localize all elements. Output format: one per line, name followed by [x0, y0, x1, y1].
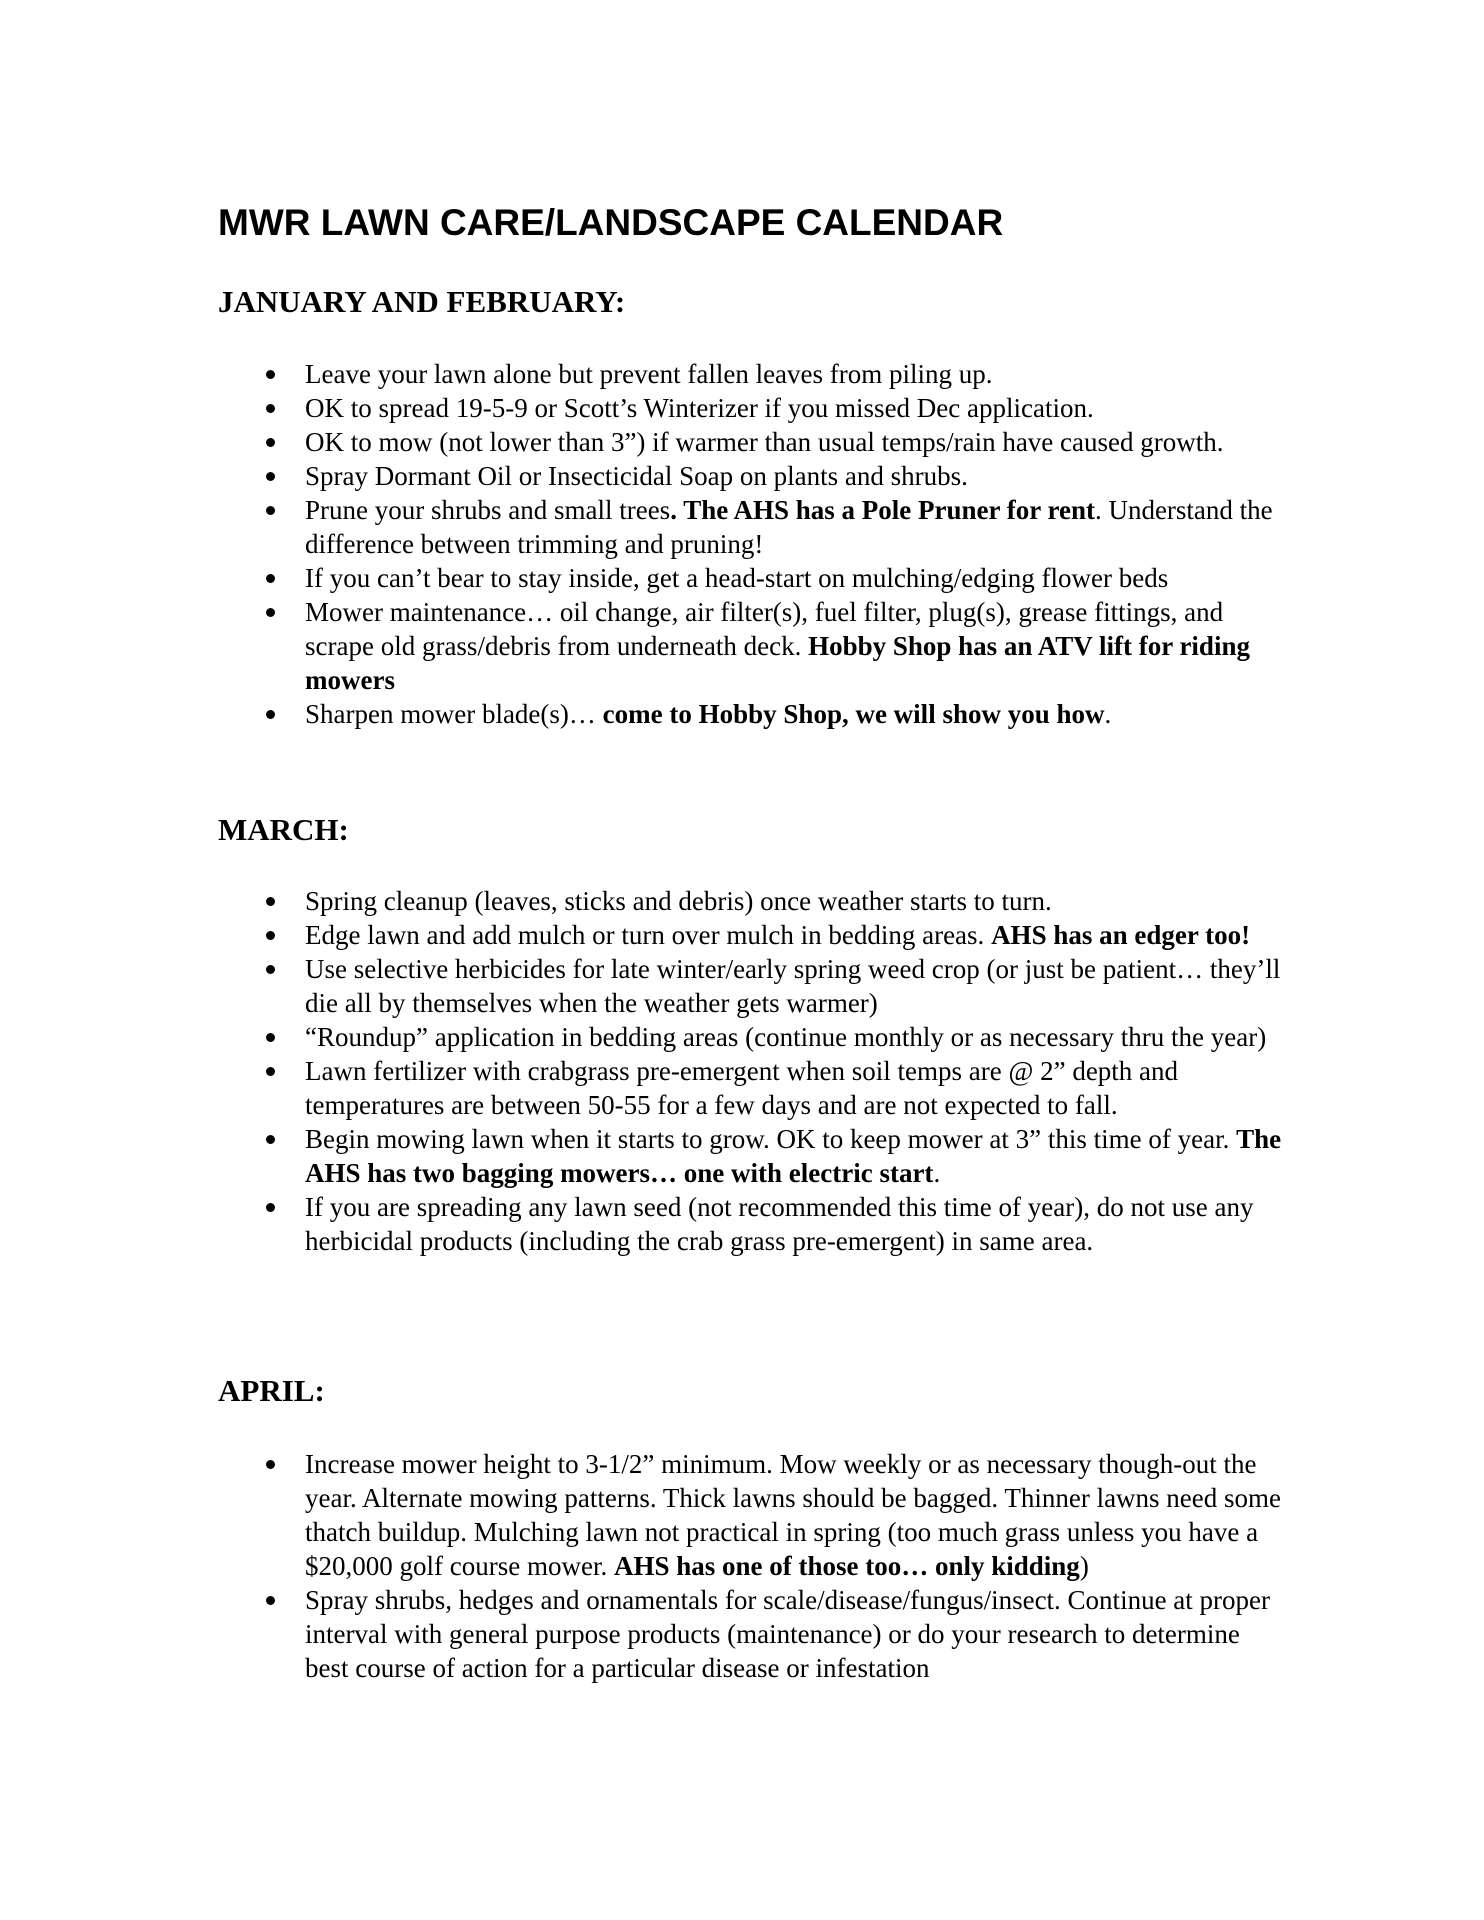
bullet-icon [266, 1033, 275, 1042]
list-item [218, 1447, 1288, 1583]
list-item [218, 425, 1288, 459]
bullet-list-march [218, 884, 1288, 1258]
bold-text-segment: The AHS has two bagging mowers… one with electric start [305, 1124, 1282, 1188]
section-heading-april: APRIL: [218, 1373, 325, 1408]
text-segment: Sharpen mower blade(s)… [305, 699, 603, 729]
section-heading-march: MARCH: [218, 812, 349, 847]
text-segment: Increase mower height to 3-1/2” minimum. Mow weekly or as necessary though-out the year. Alternate mowing patterns. Thick lawns should be bagged. Thinner lawns need some thatch buildup. Mulching lawn not practical in spring (too much grass unless you have a $20,000 golf course mower. [305, 1449, 1282, 1581]
bullet-icon [266, 965, 275, 974]
bold-text-segment: Hobby Shop has an ATV lift for riding mowers [305, 631, 1250, 695]
list-item [218, 1583, 1288, 1685]
list-item [218, 459, 1288, 493]
bullet-icon [266, 1460, 275, 1469]
text-segment: Lawn fertilizer with crabgrass pre-emergent when soil temps are @ 2” depth and temperatures are between 50-55 for a few days and are not expected to fall. [305, 1056, 1179, 1120]
list-item [218, 952, 1288, 1020]
list-item [218, 357, 1288, 391]
bullet-icon [266, 574, 275, 583]
list-item [218, 493, 1288, 561]
list-item [218, 1190, 1288, 1258]
text-segment: “Roundup” application in bedding areas (continue monthly or as necessary thru the year) [305, 1022, 1267, 1052]
bullet-list-april [218, 1447, 1288, 1685]
list-item [218, 1020, 1288, 1054]
bullet-icon [266, 897, 275, 906]
bullet-icon [266, 1203, 275, 1212]
bullet-icon [266, 506, 275, 515]
bullet-icon [266, 1067, 275, 1076]
text-segment: If you are spreading any lawn seed (not recommended this time of year), do not use any herbicidal products (including the crab grass pre-emergent) in same area. [305, 1192, 1254, 1256]
text-segment: Spray Dormant Oil or Insecticidal Soap on plants and shrubs. [305, 461, 968, 491]
bullet-icon [266, 608, 275, 617]
text-segment: ) [1079, 1551, 1089, 1581]
text-segment: If you can’t bear to stay inside, get a head-start on mulching/edging flower beds [305, 563, 1169, 593]
bullet-icon [266, 1135, 275, 1144]
bullet-icon [266, 1596, 275, 1605]
list-item [218, 884, 1288, 918]
bullet-icon [266, 472, 275, 481]
section-heading-january-february: JANUARY AND FEBRUARY: [218, 284, 626, 319]
list-item [218, 561, 1288, 595]
list-item [218, 1122, 1288, 1190]
bullet-list-january-february [218, 357, 1288, 731]
text-segment: Use selective herbicides for late winter/early spring weed crop (or just be patient… they’ll die all by themselves when the weather gets warmer) [305, 954, 1281, 1018]
text-segment: Spring cleanup (leaves, sticks and debris) once weather starts to turn. [305, 886, 1052, 916]
bullet-icon [266, 370, 275, 379]
text-segment: Spray shrubs, hedges and ornamentals for scale/disease/fungus/insect. Continue at proper interval with general purpose products (maintenance) or do your research to determine best course of action for a particular disease or infestation [305, 1585, 1270, 1683]
text-segment: Prune your shrubs and small trees [305, 495, 671, 525]
document-title: MWR LAWN CARE/LANDSCAPE CALENDAR [218, 202, 1004, 243]
bold-text-segment: . The AHS has a Pole Pruner for rent [670, 495, 1095, 525]
text-segment: Leave your lawn alone but prevent fallen leaves from piling up. [305, 359, 993, 389]
list-item [218, 595, 1288, 697]
list-item [218, 918, 1288, 952]
text-segment: . [1104, 699, 1112, 729]
list-item [218, 697, 1288, 731]
list-item [218, 1054, 1288, 1122]
text-segment: Begin mowing lawn when it starts to grow. OK to keep mower at 3” this time of year. [305, 1124, 1237, 1154]
bullet-icon [266, 438, 275, 447]
bold-text-segment: AHS has one of those too… only kidding [613, 1551, 1080, 1581]
bullet-icon [266, 931, 275, 940]
text-segment: . Understand the difference between trimming and pruning! [305, 495, 1273, 559]
text-segment: Mower maintenance… oil change, air filter(s), fuel filter, plug(s), grease fittings, and scrape old grass/debris from underneath deck. [305, 597, 1224, 661]
bullet-icon [266, 710, 275, 719]
text-segment: OK to spread 19-5-9 or Scott’s Winterizer if you missed Dec application. [305, 393, 1094, 423]
bullet-icon [266, 404, 275, 413]
text-segment: OK to mow (not lower than 3”) if warmer than usual temps/rain have caused growth. [305, 427, 1224, 457]
list-item [218, 391, 1288, 425]
bold-text-segment: come to Hobby Shop, we will show you how [602, 699, 1105, 729]
text-segment: . [933, 1158, 941, 1188]
bold-text-segment: AHS has an edger too! [991, 920, 1251, 950]
text-segment: Edge lawn and add mulch or turn over mulch in bedding areas. [305, 920, 992, 950]
